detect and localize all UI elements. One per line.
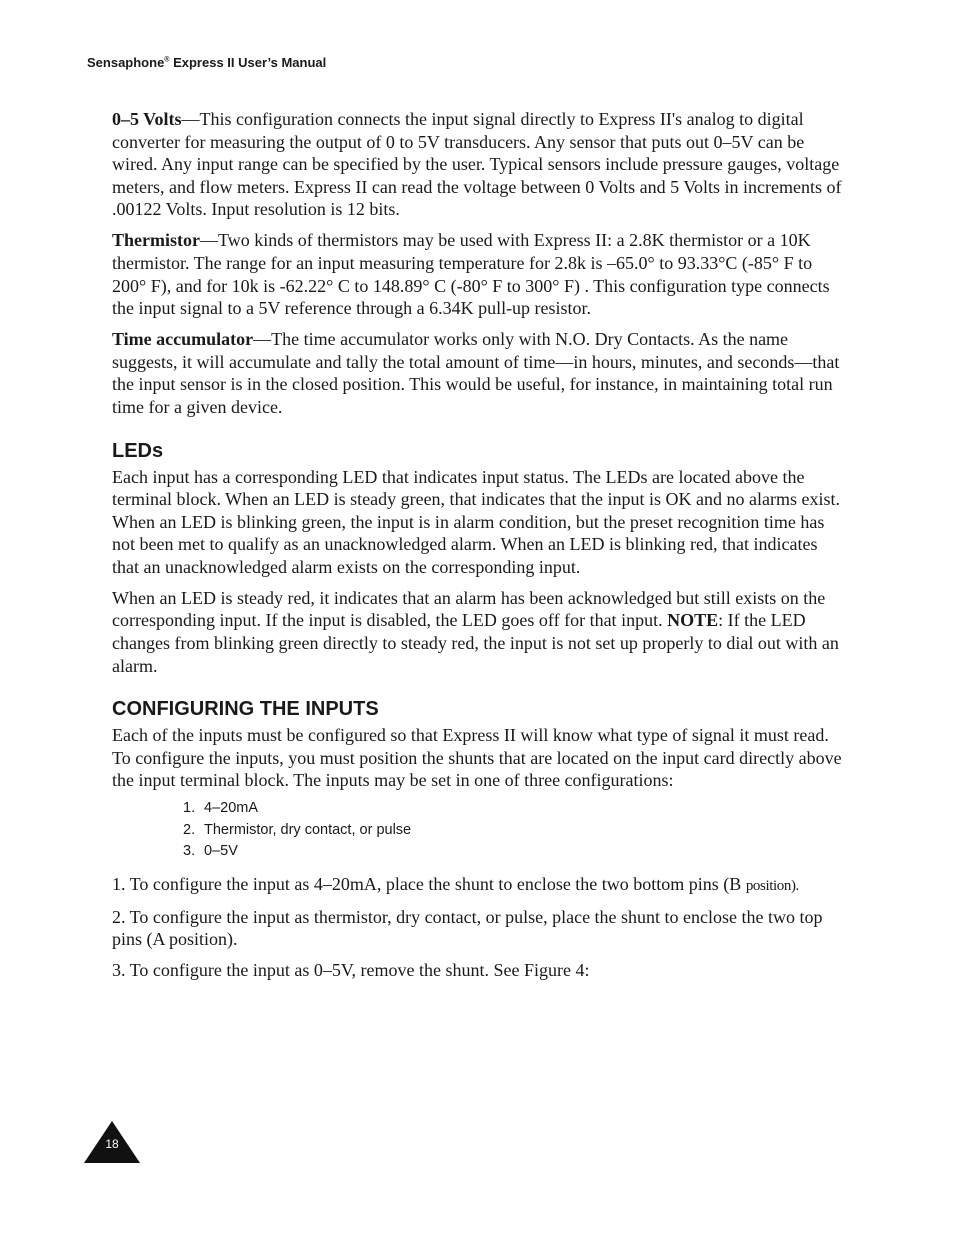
list-item-number: 2. [183, 821, 196, 838]
text-0-5-volts: —This configuration connects the input signal directly to Express II's analog to digital converter for measuring the output of 0 to 5V transducers. Any sensor that puts out 0–5V can be wired. Any input range can be specified by the user. Typical sensors include pressure gauges, voltage meters, and flow meters. Express II can read the voltage between 0 Volts and 5 Volts in increments of .00122 Volts. Input resolution is 12 bits. [112, 109, 842, 220]
leds-steady-red-text: When an LED is steady red, it indicates that an alarm has been acknowledged but still exists on the corresponding input. If the input is disabled, the LED goes off for that input. [112, 587, 826, 631]
page-number: 18 [105, 1137, 119, 1151]
paragraph-step-2: 2. To configure the input as thermistor, dry contact, or pulse, place the shunt to enclose the two top pins (A position). [112, 906, 823, 950]
step-1-tail: position). [745, 877, 799, 894]
paragraph-leds-status: Each input has a corresponding LED that indicates input status. The LEDs are located above the terminal block. When an LED is steady green, that indicates that the input is OK and no alarms exist. When an LED is blinking green, the input is in alarm condition, but the preset recognition time has not been met to qualify as an unacknowledged alarm. When an LED is blinking red, that indicates that an unacknowledged alarm exists on the corresponding input. [112, 466, 840, 577]
text-time-accumulator: —The time accumulator works only with N.O. Dry Contacts. As the name suggests, it will accumulate and tally the total amount of time—in hours, minutes, and seconds—that the input sensor is in the closed position. This would be useful, for instance, in maintaining total run time for a given device. [112, 329, 840, 417]
paragraph-step-1 [112, 873, 847, 898]
list-item-text: 4–20mA [204, 800, 259, 817]
term-thermistor: Thermistor [112, 230, 200, 251]
page-content [112, 108, 847, 990]
term-0-5-volts: 0–5 Volts [112, 109, 182, 129]
paragraph-leds-steady-red [112, 587, 847, 677]
term-time-accumulator: Time accumulator [112, 329, 254, 350]
page-number-marker [83, 1120, 141, 1164]
heading-configuring-inputs: CONFIGURING THE INPUTS [112, 698, 379, 721]
text-thermistor: —Two kinds of thermistors may be used with Express II: a 2.8K thermistor or a 10K thermistor. The range for an input measuring temperature for 2.8k is –65.0° to 93.33°C (-85° F to 200° F), and for 10k is -62.22° C to 148.89° C (-80° F to 300° F) . This configuration type connects the input signal to a 5V reference through a 6.34K pull-up resistor. [112, 230, 830, 319]
leds-note-text: : If the LED changes from blinking green directly to steady red, the input is not set up properly to dial out with an alarm. [112, 610, 839, 676]
paragraph-time-accumulator [112, 328, 847, 418]
note-label: NOTE [667, 610, 719, 631]
paragraph-thermistor [112, 229, 847, 319]
header-brand: Sensaphone [87, 55, 165, 70]
step-1-text: 1. To configure the input as 4–20mA, place the shunt to enclose the two bottom pins (B [112, 873, 746, 894]
list-item-number: 1. [183, 800, 196, 817]
list-item [183, 798, 847, 820]
running-header [87, 55, 326, 70]
paragraph-step-3: 3. To configure the input as 0–5V, remove the shunt. See Figure 4: [112, 960, 590, 981]
configuration-list [183, 798, 847, 863]
list-item-text: 0–5V [204, 843, 238, 860]
list-item [183, 820, 847, 842]
header-title: Express II User’s Manual [169, 55, 327, 70]
list-item [183, 841, 847, 863]
list-item-number: 3. [183, 843, 196, 860]
paragraph-configuring-intro: Each of the inputs must be configured so that Express II will know what type of signal it must read. To configure the inputs, you must position the shunts that are located on the input card directly above the input terminal block. The inputs may be set in one of three configurations: [112, 725, 842, 791]
paragraph-0-5-volts [112, 108, 847, 221]
list-item-text: Thermistor, dry contact, or pulse [204, 821, 412, 838]
heading-leds: LEDs [112, 439, 164, 462]
registered-mark: ® [164, 56, 170, 64]
